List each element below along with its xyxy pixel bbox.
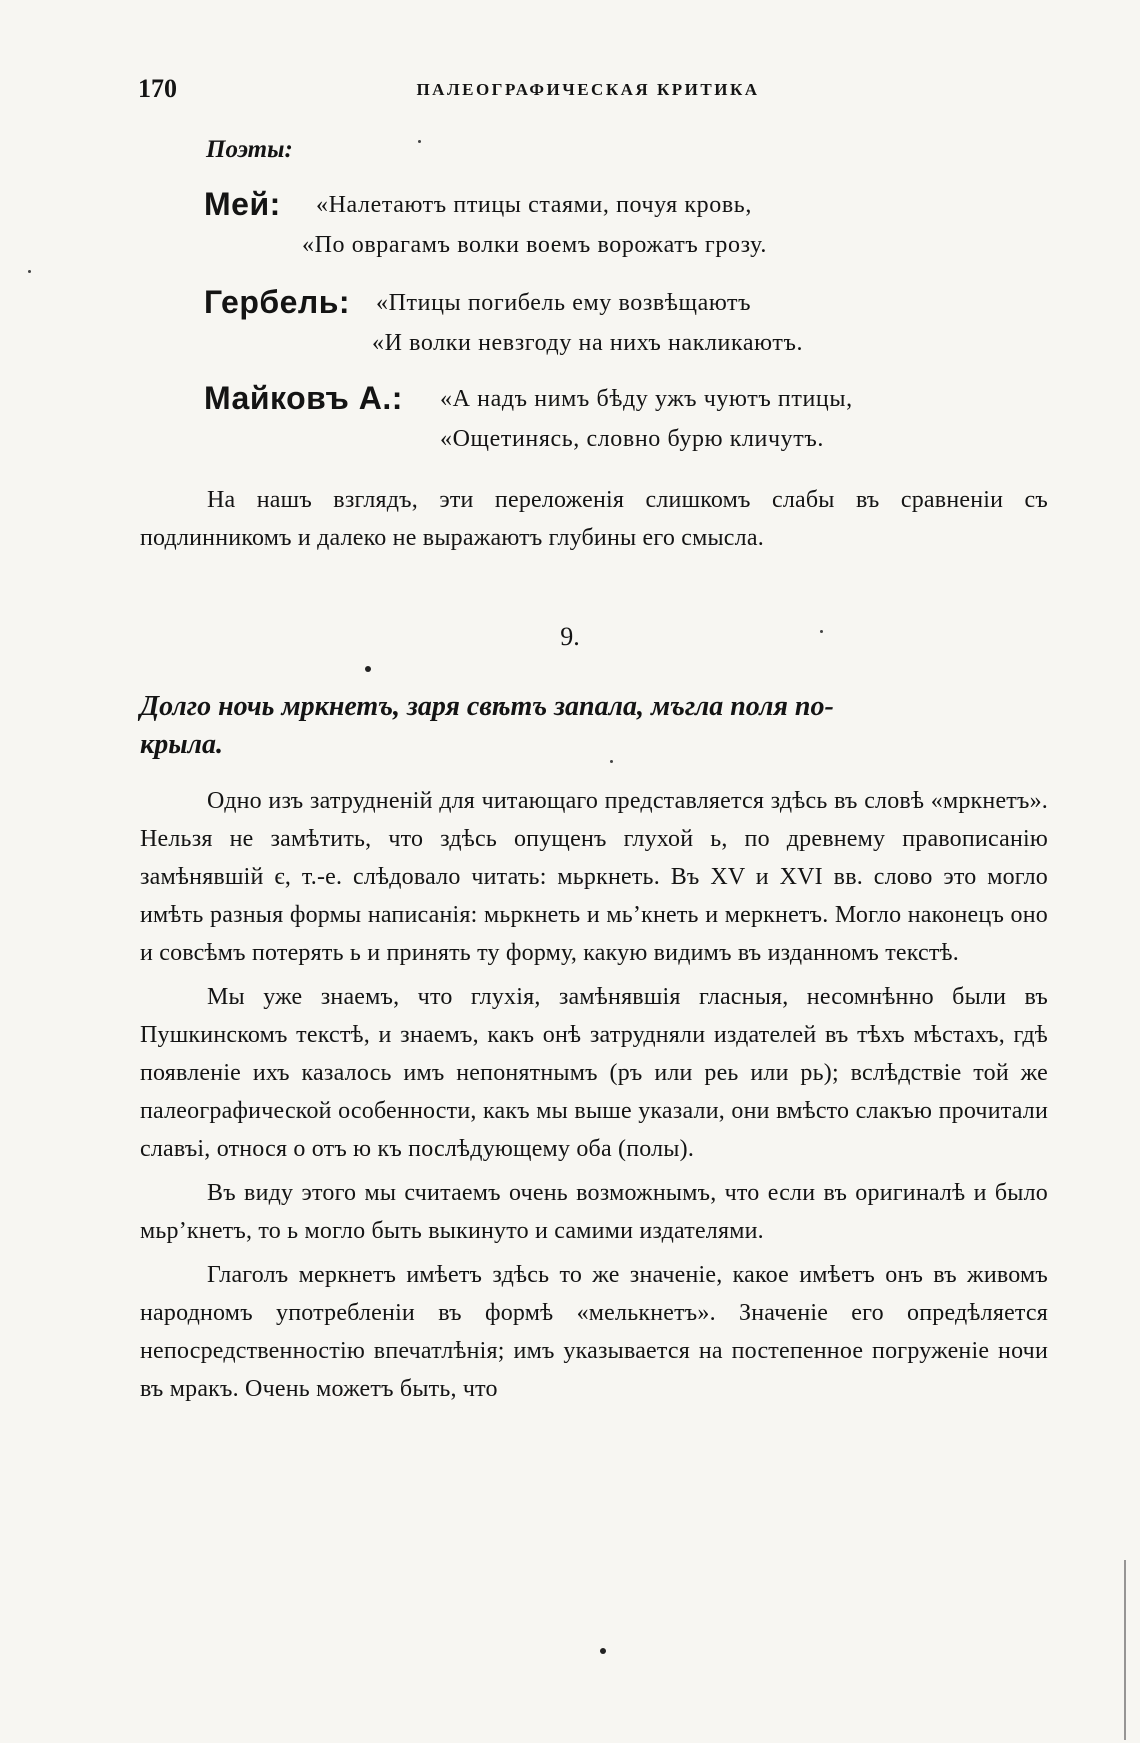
scan-speck	[610, 760, 613, 763]
commentary-paragraph	[140, 481, 1048, 557]
scan-edge	[1124, 1560, 1126, 1740]
scan-speck	[28, 270, 31, 273]
translation-mei	[204, 186, 1044, 270]
running-head	[138, 74, 1038, 114]
quote-line: крыла.	[140, 729, 223, 760]
poets-label: Поэты:	[206, 136, 293, 163]
translation-maikov	[204, 380, 1044, 464]
verse-line: «Налетаютъ птицы стаями, почуя кровь,	[316, 192, 752, 218]
analysis-paragraph: Глаголъ меркнетъ имѣетъ здѣсь то же значеніе, какое имѣетъ онъ въ живомъ народномъ употребленіи въ формѣ «мелькнетъ». Значеніе его опредѣляется непосредственностію впечатлѣнія; имъ указывается на постепенное погруженіе ночи въ мракъ. Очень можетъ быть, что	[140, 1262, 1048, 1402]
quoted-passage	[140, 688, 1046, 764]
commentary-text: На нашъ взглядъ, эти переложенія слишкомъ слабы въ сравненіи съ подлинникомъ и далеко не выражаютъ глубины его смысла.	[140, 487, 1048, 551]
verse-line: «И волки невзгоду на нихъ накликаютъ.	[372, 330, 804, 356]
scan-speck	[820, 630, 823, 633]
translator-name: Гербель:	[204, 284, 351, 320]
analysis-paragraph: Въ виду этого мы считаемъ очень возможнымъ, что если въ оригиналѣ и было мьрʼкнетъ, то ь могло быть выкинуто и самими издателями.	[140, 1180, 1048, 1244]
analysis-body	[140, 782, 1048, 1408]
scan-speck	[418, 140, 421, 143]
translator-name: Мей:	[204, 186, 281, 222]
translator-name: Майковъ А.:	[204, 380, 403, 416]
verse-line: «Птицы погибель ему возвѣщаютъ	[376, 290, 752, 316]
analysis-paragraph: Одно изъ затрудненій для читающаго представляется здѣсь въ словѣ «мркнетъ». Нельзя не замѣтить, что здѣсь опущенъ глухой ь, по древнему правописанію замѣнявшій є, т.-е. слѣдовало читать: мьркнеть. Въ XV и XVI вв. слово это могло имѣть разныя формы написанія: мьркнеть и мьʼкнеть и меркнетъ. Могло наконецъ оно и совсѣмъ потерять ь и принять ту форму, какую видимъ въ изданномъ текстѣ.	[140, 788, 1048, 966]
scan-speck	[365, 666, 371, 672]
page-number: 170	[138, 74, 177, 103]
verse-line: «По оврагамъ волки воемъ ворожатъ грозу.	[302, 232, 767, 258]
header-title: ПАЛЕОГРАФИЧЕСКАЯ КРИТИКА	[416, 80, 760, 99]
verse-line: «Ощетинясь, словно бурю кличутъ.	[440, 426, 824, 452]
section-number: 9.	[560, 622, 580, 651]
verse-line: «А надъ нимъ бѣду ужъ чуютъ птицы,	[440, 386, 853, 412]
translation-gerbel	[204, 284, 1044, 368]
quote-line: Долго ночь мркнетъ, заря свѣтъ запала, мъгла поля по-	[140, 691, 834, 722]
analysis-paragraph: Мы уже знаемъ, что глухія, замѣнявшія гласныя, несомнѣнно были въ Пушкинскомъ текстѣ, и знаемъ, какъ онѣ затрудняли издателей въ тѣхъ мѣстахъ, гдѣ появленіе ихъ казалось имъ непонятнымъ (ръ или реь или рь); вслѣдствіе той же палеографической особенности, какъ мы выше указали, они вмѣсто слакъю прочитали славъі, относя о отъ ю къ послѣдующему оба (полы).	[140, 984, 1048, 1162]
scan-speck	[600, 1648, 606, 1654]
